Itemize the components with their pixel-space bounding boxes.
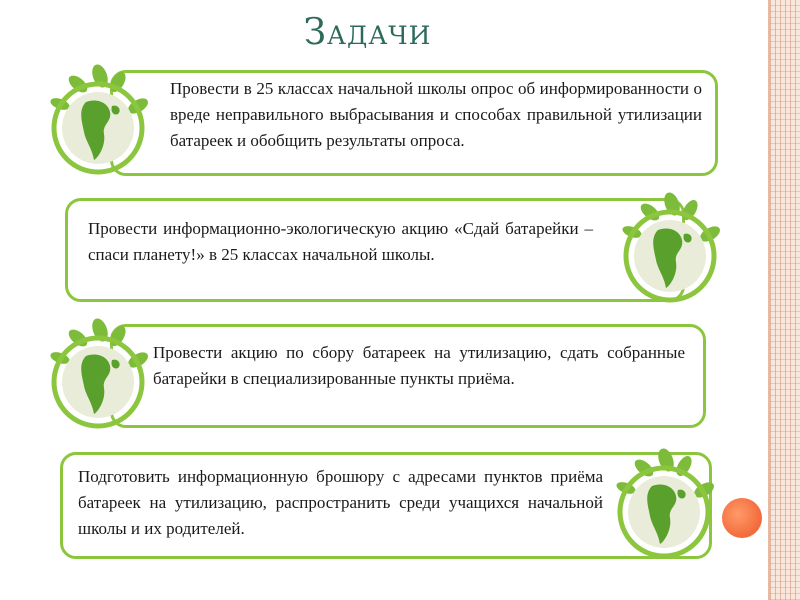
slide-title: Задачи [303,12,432,53]
task-text-2: Провести информационно-экологическую акцию «Сдай батарейки – спаси планету!» в 25 классах начальной школы. [88,219,593,264]
task-text-4: Подготовить информационную брошюру с адресами пунктов приёма батареек на утилизацию, распространить среди учащихся начальной школы и их родителей. [78,467,603,538]
decorative-side-border [768,0,800,600]
globe-leaf-icon [38,62,158,182]
globe-leaf-icon [38,316,158,436]
orange-circle-decoration [722,498,762,538]
task-text-3: Провести акцию по сбору батареек на утилизацию, сдать собранные батарейки в специализированные пункты приёма. [153,343,685,388]
task-text-1: Провести в 25 классах начальной школы опрос об информированности о вреде неправильного выбрасывания и способах правильной утилизации батареек и обобщить результаты опроса. [170,79,702,150]
globe-leaf-icon [604,446,724,566]
globe-leaf-icon [610,190,730,310]
